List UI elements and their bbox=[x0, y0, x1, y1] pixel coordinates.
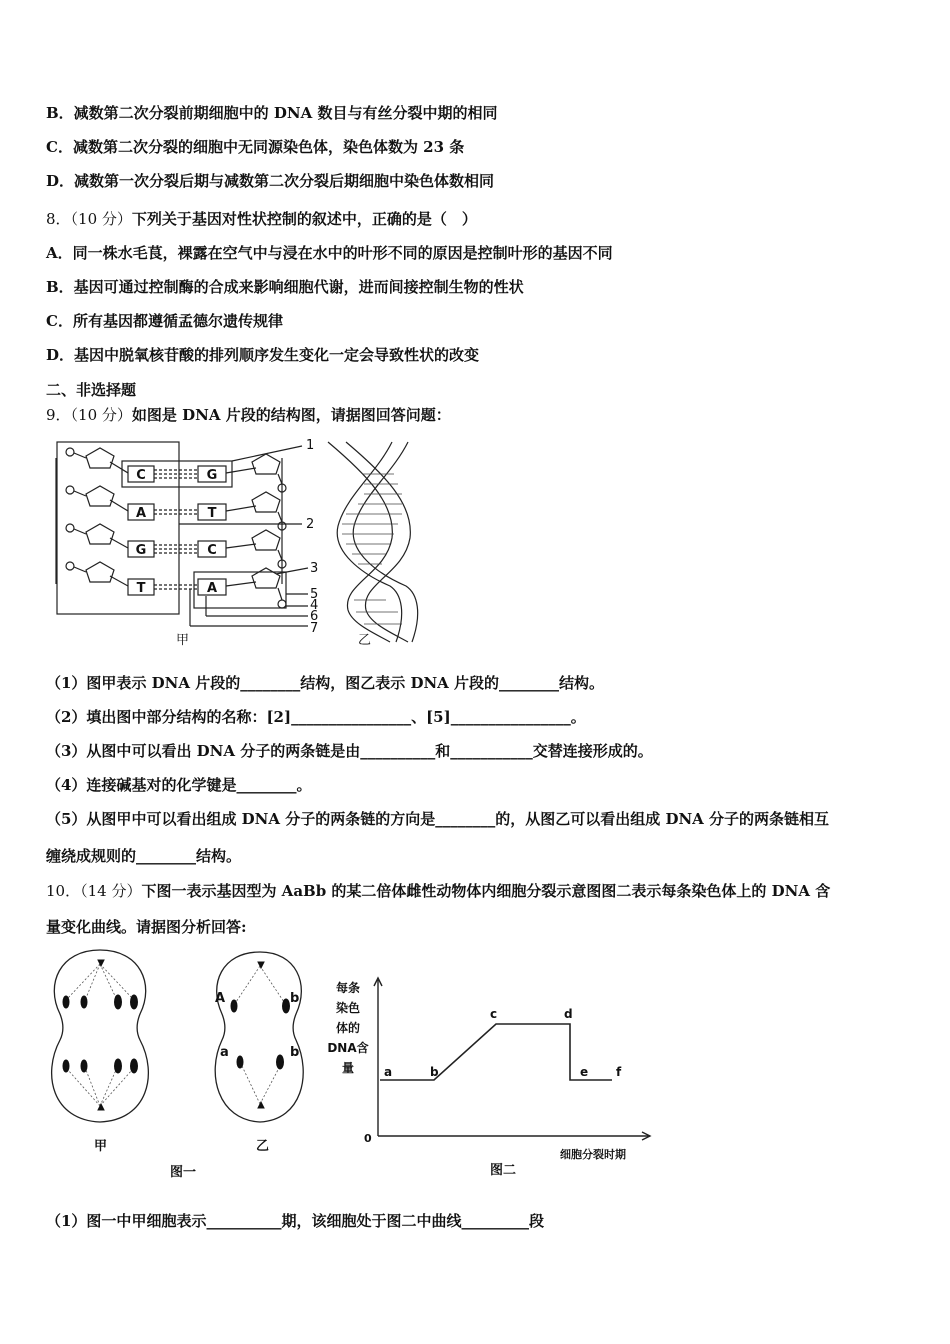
base-right-4: A bbox=[206, 581, 218, 596]
ylabel-line-3: 体的 bbox=[335, 1021, 361, 1035]
base-right-3: C bbox=[207, 543, 217, 558]
curve-point-a: a bbox=[384, 1065, 393, 1079]
base-left-2: A bbox=[135, 506, 147, 521]
base-left-3: G bbox=[135, 543, 147, 558]
base-left-1: C bbox=[136, 468, 146, 483]
q10-stem bbox=[46, 880, 830, 901]
label-6: 6 bbox=[310, 609, 319, 624]
section-heading: 二、非选择题 bbox=[46, 381, 137, 399]
curve-point-e: e bbox=[580, 1065, 589, 1079]
fig1-caption: 图一 bbox=[170, 1165, 197, 1180]
curve-point-c: c bbox=[490, 1007, 498, 1021]
nucleotide-outline-box bbox=[57, 442, 179, 614]
q10-stem-b: 量变化曲线。请据图分析回答: bbox=[46, 918, 247, 936]
dna-curve bbox=[380, 1024, 612, 1080]
q9-part-5a: （5）从图甲中可以看出组成 DNA 分子的两条链的方向是________的，从图乙可以看出组成 DNA 分子的两条链相互 bbox=[46, 810, 830, 828]
q10-number: 10．（14 分） bbox=[46, 882, 142, 900]
q7-option-c: C．减数第二次分裂的细胞中无同源染色体，染色体数为 23 条 bbox=[46, 138, 465, 156]
label-5: 5 bbox=[310, 587, 319, 602]
fig-label-jia: 甲 bbox=[176, 633, 190, 648]
q9-part-4: （4）连接碱基对的化学键是________。 bbox=[46, 776, 312, 794]
q8-option-b: B．基因可通过控制酶的合成来影响细胞代谢，进而间接控制生物的性状 bbox=[46, 278, 524, 296]
label-1: 1 bbox=[306, 438, 315, 453]
ylabel-line-4: DNA含 bbox=[327, 1041, 369, 1055]
cell-jia-outline bbox=[52, 950, 149, 1122]
q9-part-1: （1）图甲表示 DNA 片段的________结构，图乙表示 DNA 片段的________结构。 bbox=[46, 674, 605, 692]
q9-stem bbox=[46, 404, 451, 425]
q7-option-b: B．减数第二次分裂前期细胞中的 DNA 数目与有丝分裂中期的相同 bbox=[46, 104, 498, 122]
base-left-4: T bbox=[136, 581, 146, 596]
q8-option-c: C．所有基因都遵循孟德尔遗传规律 bbox=[46, 312, 283, 330]
q7-option-d: D．减数第一次分裂后期与减数第二次分裂后期细胞中染色体数相同 bbox=[46, 172, 495, 190]
ylabel-line-2: 染色 bbox=[335, 1001, 361, 1015]
label-3: 3 bbox=[310, 561, 319, 576]
cell-label-yi: 乙 bbox=[256, 1139, 270, 1154]
dna-structure-figure bbox=[46, 434, 426, 648]
ylabel-line-5: 量 bbox=[341, 1061, 355, 1075]
q10-part-1: （1）图一中甲细胞表示__________期，该细胞处于图二中曲线_________段 bbox=[46, 1212, 544, 1230]
q9-stem-text: 如图是 DNA 片段的结构图，请据图回答问题： bbox=[131, 406, 451, 424]
q9-part-5b: 缠绕成规则的________结构。 bbox=[46, 847, 242, 865]
q8-option-d: D．基因中脱氧核苷酸的排列顺序发生变化一定会导致性状的改变 bbox=[46, 346, 480, 364]
fig-label-yi: 乙 bbox=[358, 633, 372, 648]
label-7: 7 bbox=[310, 621, 319, 636]
q10-stem-text-a: 下图一表示基因型为 AaBb 的某二倍体雌性动物体内细胞分裂示意图图二表示每条染色体上的 DNA 含 bbox=[141, 882, 831, 900]
dna-content-chart bbox=[320, 972, 660, 1182]
q8-number: 8．（10 分） bbox=[46, 210, 132, 228]
fig2-caption: 图二 bbox=[490, 1163, 517, 1178]
origin-label: 0 bbox=[364, 1132, 372, 1145]
curve-point-b: b bbox=[430, 1065, 439, 1079]
cell-yi-outline bbox=[215, 952, 303, 1122]
base-right-1: G bbox=[206, 468, 218, 483]
curve-point-d: d bbox=[564, 1007, 573, 1021]
ylabel-line-1: 每条 bbox=[335, 981, 361, 995]
q8-option-a: A．同一株水毛茛，裸露在空气中与浸在水中的叶形不同的原因是控制叶形的基因不同 bbox=[46, 244, 613, 262]
gene-label-A: A bbox=[215, 991, 226, 1006]
gene-label-b-top: b bbox=[290, 991, 300, 1006]
curve-point-f: f bbox=[616, 1065, 622, 1079]
q8-stem bbox=[46, 208, 477, 229]
label-2: 2 bbox=[306, 517, 315, 532]
cell-label-jia: 甲 bbox=[94, 1139, 108, 1154]
q8-stem-text: 下列关于基因对性状控制的叙述中，正确的是（ ） bbox=[131, 210, 477, 228]
q9-part-2: （2）填出图中部分结构的名称：[2]________________、[5]________________。 bbox=[46, 708, 586, 726]
q9-number: 9．（10 分） bbox=[46, 406, 132, 424]
gene-label-a: a bbox=[220, 1045, 229, 1060]
gene-label-b-bottom: b bbox=[290, 1045, 300, 1060]
base-right-2: T bbox=[207, 506, 217, 521]
label-4: 4 bbox=[310, 598, 319, 613]
x-axis-label: 细胞分裂时期 bbox=[560, 1148, 626, 1161]
q9-part-3: （3）从图中可以看出 DNA 分子的两条链是由__________和___________交替连接形成的。 bbox=[46, 742, 653, 760]
cell-division-figure bbox=[40, 944, 330, 1184]
